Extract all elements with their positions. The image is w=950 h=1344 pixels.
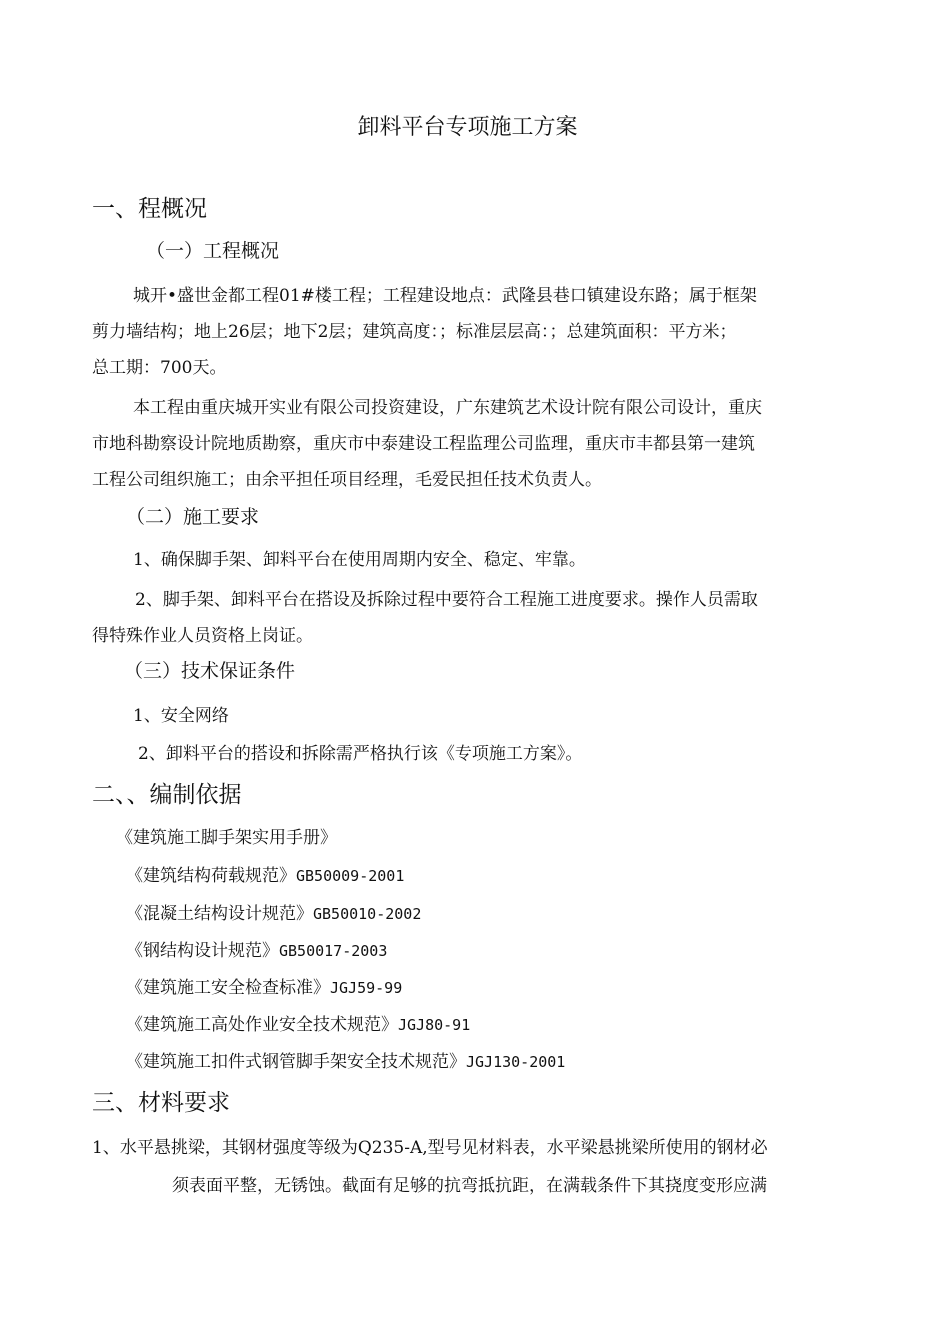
requirement-item: 1、确保脚手架、卸料平台在使用周期内安全、稳定、牢靠。 — [133, 550, 586, 570]
reference-code: JGJ80-91 — [398, 1016, 471, 1034]
reference-code: GB50010-2002 — [313, 905, 422, 923]
reference-item — [116, 826, 337, 850]
paragraph-line: 总工期：700天。 — [92, 358, 227, 378]
page-title: 卸料平台专项施工方案 — [357, 115, 578, 140]
reference-item — [126, 1050, 565, 1074]
reference-name: 《混凝土结构设计规范》 — [126, 904, 313, 924]
reference-name: 《建筑结构荷载规范》 — [126, 866, 296, 886]
material-item: 1、水平悬挑梁，其钢材强度等级为Q235-A,型号见材料表，水平梁悬挑梁所使用的钢材必 — [92, 1138, 768, 1158]
material-item: 须表面平整，无锈蚀。截面有足够的抗弯抵抗距，在满载条件下其挠度变形应满 — [172, 1176, 767, 1196]
section-2-heading: 二、、编制依据 — [92, 782, 242, 808]
reference-code: GB50009-2001 — [296, 867, 405, 885]
reference-name: 《建筑施工扣件式钢管脚手架安全技术规范》 — [126, 1052, 466, 1072]
condition-item: 2、卸料平台的搭设和拆除需严格执行该《专项施工方案》。 — [138, 744, 583, 764]
reference-item — [126, 939, 387, 963]
reference-name: 《建筑施工高处作业安全技术规范》 — [126, 1015, 398, 1035]
reference-name: 《钢结构设计规范》 — [126, 941, 279, 961]
reference-item — [126, 902, 421, 926]
reference-item — [126, 976, 402, 1000]
subsection-3-heading: （三）技术保证条件 — [124, 660, 296, 682]
reference-code: JGJ59-99 — [330, 979, 403, 997]
reference-name: 《建筑施工脚手架实用手册》 — [116, 828, 337, 848]
reference-item — [126, 1013, 470, 1037]
paragraph-line: 城开•盛世金都工程01#楼工程；工程建设地点：武隆县巷口镇建设东路；属于框架 — [133, 286, 757, 306]
subsection-2-heading: （二）施工要求 — [126, 506, 260, 528]
reference-code: GB50017-2003 — [279, 942, 388, 960]
reference-name: 《建筑施工安全检查标准》 — [126, 978, 330, 998]
requirement-item: 得特殊作业人员资格上岗证。 — [92, 626, 313, 646]
condition-item: 1、安全网络 — [133, 706, 229, 726]
requirement-item: 2、脚手架、卸料平台在搭设及拆除过程中要符合工程施工进度要求。操作人员需取 — [135, 590, 758, 610]
section-1-heading: 一、程概况 — [92, 196, 207, 222]
paragraph-line: 本工程由重庆城开实业有限公司投资建设，广东建筑艺术设计院有限公司设计，重庆 — [133, 398, 762, 418]
subsection-1-heading: （一）工程概况 — [146, 240, 280, 262]
paragraph-line: 剪力墙结构；地上26层；地下2层；建筑高度：；标准层层高：；总建筑面积：平方米； — [92, 322, 737, 342]
paragraph-line: 工程公司组织施工；由余平担任项目经理，毛爱民担任技术负责人。 — [92, 470, 602, 490]
reference-code: JGJ130-2001 — [466, 1053, 566, 1071]
section-3-heading: 三、材料要求 — [92, 1090, 230, 1116]
paragraph-line: 市地科勘察设计院地质勘察，重庆市中泰建设工程监理公司监理，重庆市丰都县第一建筑 — [92, 434, 755, 454]
reference-item — [126, 864, 404, 888]
